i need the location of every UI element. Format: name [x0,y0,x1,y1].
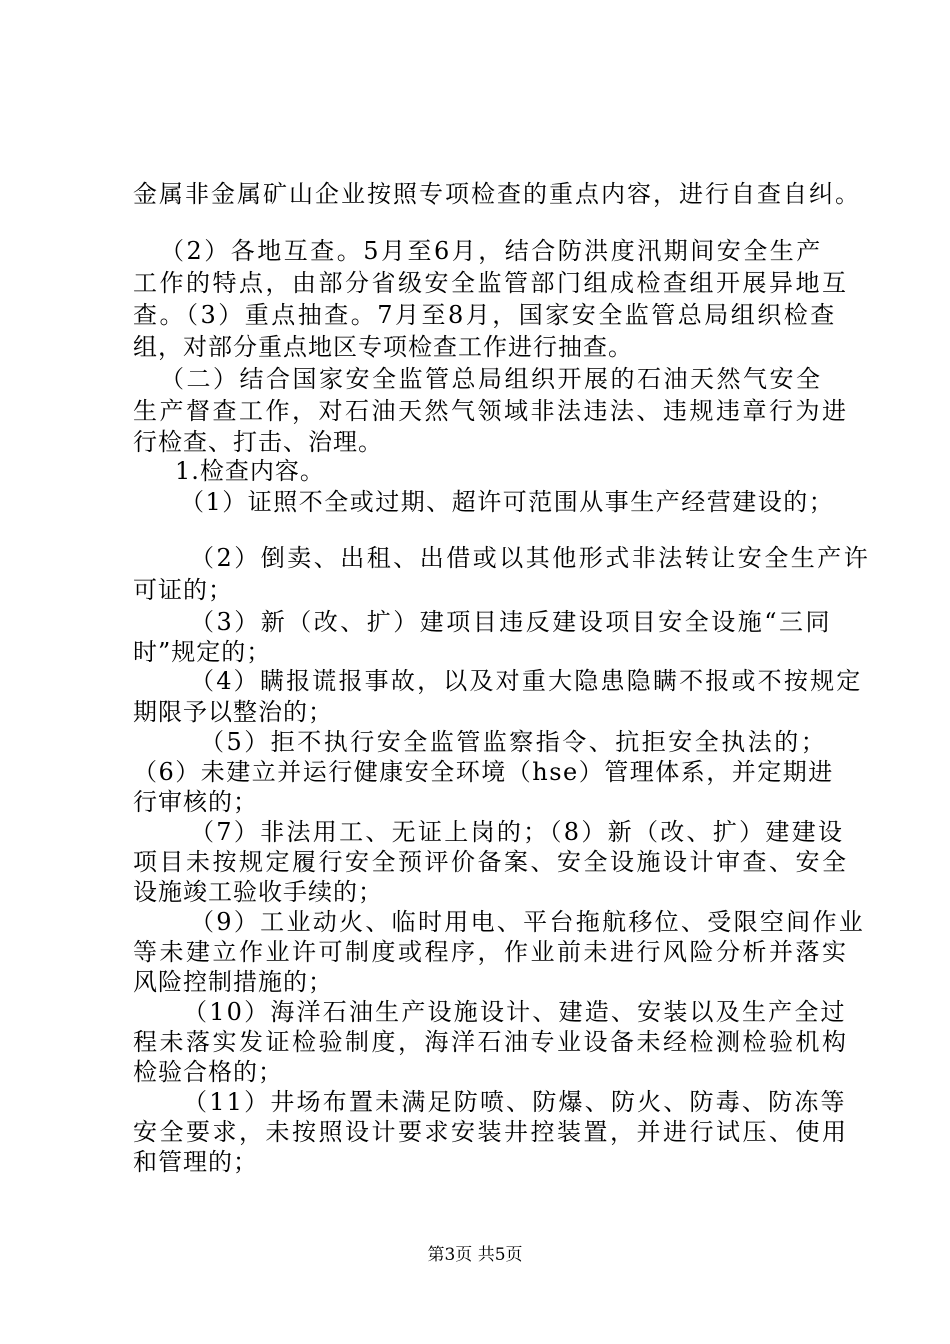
text-line: （5）拒不执行安全监管监察指令、抗拒安全执法的； [200,728,828,756]
text-line: 1.检查内容。 [175,457,325,485]
text-line: （2）各地互查。5月至6月，结合防洪度汛期间安全生产 [160,237,823,265]
text-line: 期限予以整治的； [133,698,333,726]
text-line: （9）工业动火、临时用电、平台拖航移位、受限空间作业 [190,908,866,936]
text-line: 工作的特点，由部分省级安全监管部门组成检查组开展异地互 [133,269,849,297]
text-line: （10）海洋石油生产设施设计、建造、安装以及生产全过 [183,998,847,1026]
text-line: （1）证照不全或过期、超许可范围从事生产经营建设的； [180,488,835,516]
text-line: （2）倒卖、出租、出借或以其他形式非法转让安全生产许 [190,544,871,572]
text-line: （3）新（改、扩）建项目违反建设项目安全设施“三同 [190,608,833,636]
text-line: （11）井场布置未满足防喷、防爆、防火、防毒、防冻等 [183,1088,847,1116]
text-line: 行检查、打击、治理。 [133,428,383,456]
text-line: （7）非法用工、无证上岗的；（8）新（改、扩）建建设 [190,818,845,846]
text-line: 等未建立作业许可制度或程序，作业前未进行风险分析并落实 [133,938,849,966]
text-line: 金属非金属矿山企业按照专项检查的重点内容，进行自查自纠。 [133,180,861,208]
text-line: 组，对部分重点地区专项检查工作进行抽查。 [133,333,633,361]
text-line: （4）瞒报谎报事故，以及对重大隐患隐瞒不报或不按规定 [190,667,863,695]
text-line: 项目未按规定履行安全预评价备案、安全设施设计审查、安全 [133,848,849,876]
text-line: 程未落实发证检验制度，海洋石油专业设备未经检测检验机构 [133,1028,849,1056]
text-line: 检验合格的； [133,1058,283,1086]
page-number-footer: 第3页 共5页 [427,1245,523,1265]
text-line: 查。（3）重点抽查。7月至8月，国家安全监管总局组织检查 [133,301,837,329]
text-line: 安全要求，未按照设计要求安装井控装置，并进行试压、使用 [133,1118,849,1146]
text-line: （二）结合国家安全监管总局组织开展的石油天然气安全 [160,365,823,393]
text-line: 时”规定的； [133,638,272,666]
text-line: 生产督查工作，对石油天然气领域非法违法、违规违章行为进 [133,397,849,425]
text-line: （6）未建立并运行健康安全环境（hse）管理体系，并定期进 [133,758,834,786]
text-line: 设施竣工验收手续的； [133,878,383,906]
text-line: 风险控制措施的； [133,968,333,996]
text-line: 和管理的； [133,1148,258,1176]
text-line: 可证的； [133,576,233,604]
text-line: 行审核的； [133,788,258,816]
